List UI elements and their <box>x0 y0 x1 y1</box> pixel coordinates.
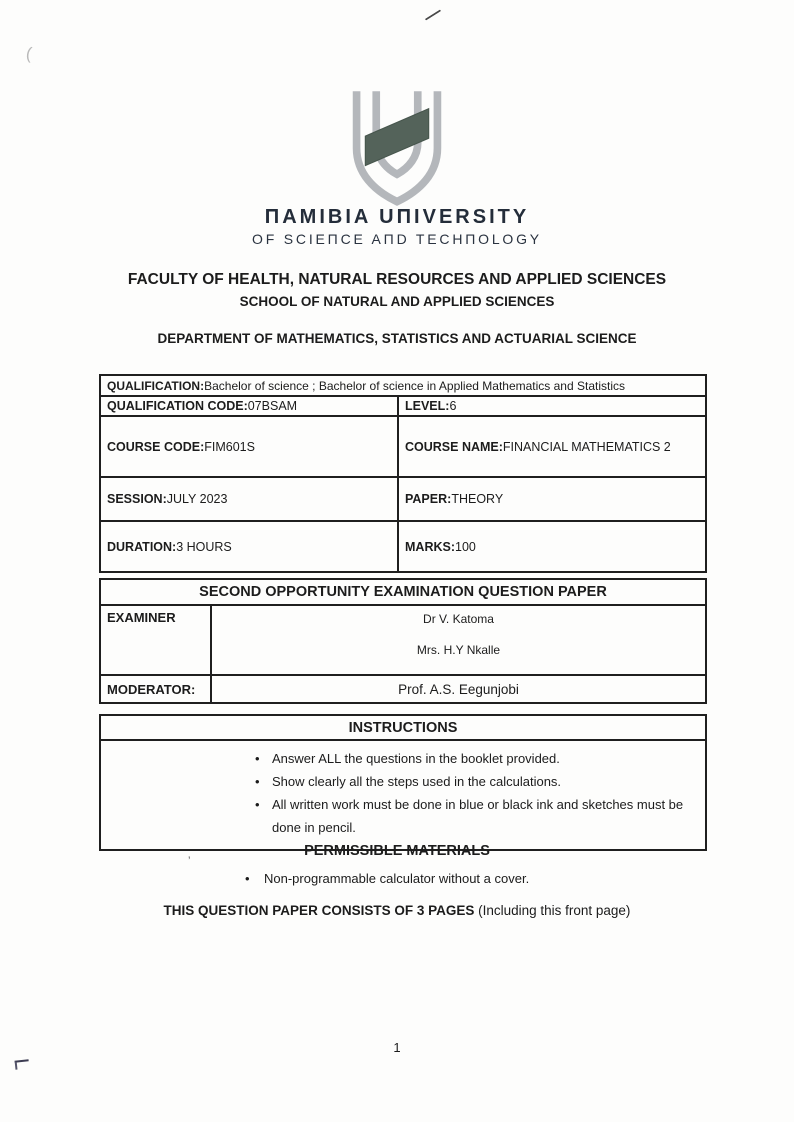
course-info-table <box>99 374 707 573</box>
university-wordmark-line2: OF SCIEΠCE AΠD TECHΠOLOGY <box>252 231 542 247</box>
shield-logo-icon <box>340 88 454 206</box>
school-heading: SCHOOL OF NATURAL AND APPLIED SCIENCES <box>239 294 555 309</box>
table-row <box>101 476 705 520</box>
examiner-name: Mrs. H.Y Nkalle <box>416 643 501 657</box>
exam-paper-title: SECOND OPPORTUNITY EXAMINATION QUESTION PAPER <box>101 580 705 606</box>
pen-stroke-mark <box>425 9 441 20</box>
moderator-label: MODERATOR: <box>107 681 196 697</box>
examiner-label: EXAMINER <box>107 610 176 625</box>
instruction-item: • Answer ALL the questions in the booklet provided. <box>253 747 695 770</box>
page-number: 1 <box>393 1040 401 1055</box>
faculty-heading: FACULTY OF HEALTH, NATURAL RESOURCES AND APPLIED SCIENCES <box>127 271 667 288</box>
scan-artifact-mark: ’ <box>188 855 191 867</box>
qualification-code-label: QUALIFICATION CODE: <box>107 399 248 413</box>
marks-label: MARKS: <box>405 539 455 554</box>
qualification-value: Bachelor of science ; Bachelor of science in Applied Mathematics and Statistics <box>204 378 625 393</box>
session-value: JULY 2023 <box>166 492 228 506</box>
duration-value: 3 HOURS <box>176 539 232 554</box>
instruction-item: • All written work must be done in blue or black ink and sketches must be done in pencil. <box>253 793 695 839</box>
department-heading: DEPARTMENT OF MATHEMATICS, STATISTICS AND ACTUARIAL SCIENCE <box>157 331 637 346</box>
course-code-value: FIM601S <box>204 439 255 454</box>
table-row <box>101 520 705 571</box>
level-label: LEVEL: <box>405 399 450 413</box>
examiner-row <box>101 606 705 674</box>
course-name-value: FINANCIAL MATHEMATICS 2 <box>502 439 671 454</box>
instructions-box <box>99 714 707 851</box>
scan-artifact-mark <box>15 1059 30 1069</box>
qualification-row <box>101 376 705 395</box>
examiner-name: Dr V. Katoma <box>423 612 494 626</box>
level-value: 6 <box>449 399 457 413</box>
marks-value: 100 <box>455 539 476 554</box>
qualification-code-value: 07BSAM <box>247 399 298 413</box>
page-count-bold: THIS QUESTION PAPER CONSISTS OF 3 PAGES <box>163 903 475 918</box>
university-wordmark-line1: ΠAMIBIA UΠIVERSITY <box>264 206 530 228</box>
paper-value: THEORY <box>451 492 504 506</box>
moderator-name: Prof. A.S. Eegunjobi <box>210 676 705 702</box>
instructions-title: INSTRUCTIONS <box>101 716 705 741</box>
examiner-table <box>99 578 707 704</box>
nust-logo <box>340 88 454 211</box>
paper-label: PAPER: <box>405 492 452 506</box>
course-name-label: COURSE NAME: <box>405 439 503 454</box>
instruction-item: • Show clearly all the steps used in the calculations. <box>253 770 695 793</box>
table-row <box>101 415 705 476</box>
scan-artifact-mark: ( <box>24 43 34 64</box>
moderator-row <box>101 674 705 702</box>
duration-label: DURATION: <box>107 539 177 554</box>
page-count-statement <box>0 903 794 918</box>
qualification-label: QUALIFICATION: <box>107 378 205 393</box>
page-count-normal: (Including this front page) <box>474 903 631 918</box>
course-code-label: COURSE CODE: <box>107 439 205 454</box>
session-label: SESSION: <box>107 492 167 506</box>
permissible-materials-title: PERMISSIBLE MATERIALS <box>304 843 490 859</box>
table-row <box>101 395 705 415</box>
material-item: • Non-programmable calculator without a cover. <box>245 867 529 890</box>
